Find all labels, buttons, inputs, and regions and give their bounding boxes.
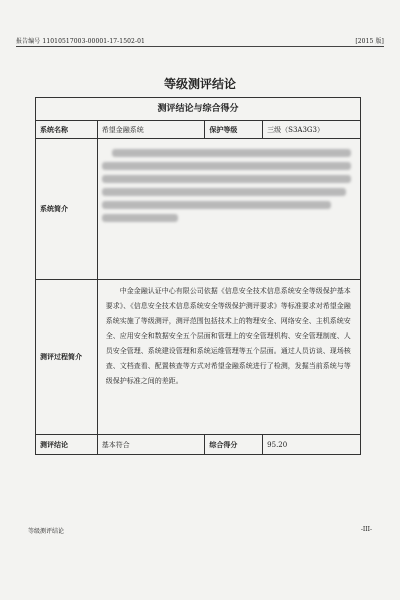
process-label: 测评过程简介 [36,280,98,435]
conclusion-value: 基本符合 [97,435,205,455]
protection-level-value: 三级（S3A3G3） [263,121,361,139]
system-intro-redacted [97,139,360,280]
system-name-value: 希望金融系统 [97,121,205,139]
system-name-label: 系统名称 [36,121,98,139]
footer-left: 等级测评结论 [28,528,65,535]
edition-label: [2015 版] [355,38,384,45]
score-label: 综合得分 [205,435,263,455]
report-number: 报告编号 11010517003-00001-17-1502-01 [16,38,145,45]
process-text: 中金金融认证中心有限公司依据《信息安全技术信息系统安全等级保护基本要求》、《信息安全技术信息系统安全等级保护测评要求》等标准要求对希望金融系统实施了等级测评，测评范围包括技术上的物理安全、网络安全、主机系统安全、应用安全和数据安全五个层面和管理上的安全管理机构、安全管理制度、人员安全管理、系统建设管理和系统运维管理等五个层面。通过人员访谈、现场核查、文档查看、配置核查等方式对希望金融系统进行了检测，发掘当前系统与等级保护标准之间的差距。 [97,280,360,435]
protection-level-label: 保护等级 [205,121,263,139]
page-title: 等级测评结论 [163,77,236,91]
header-divider [16,46,384,47]
page-footer [28,526,372,535]
evaluation-table [35,97,361,455]
score-value: 95.20 [263,435,361,455]
conclusion-label: 测评结论 [36,435,98,455]
page-number: -III- [360,526,372,533]
table-heading: 测评结论与综合得分 [36,98,361,121]
system-intro-label: 系统简介 [36,139,98,280]
page-header [16,36,384,45]
